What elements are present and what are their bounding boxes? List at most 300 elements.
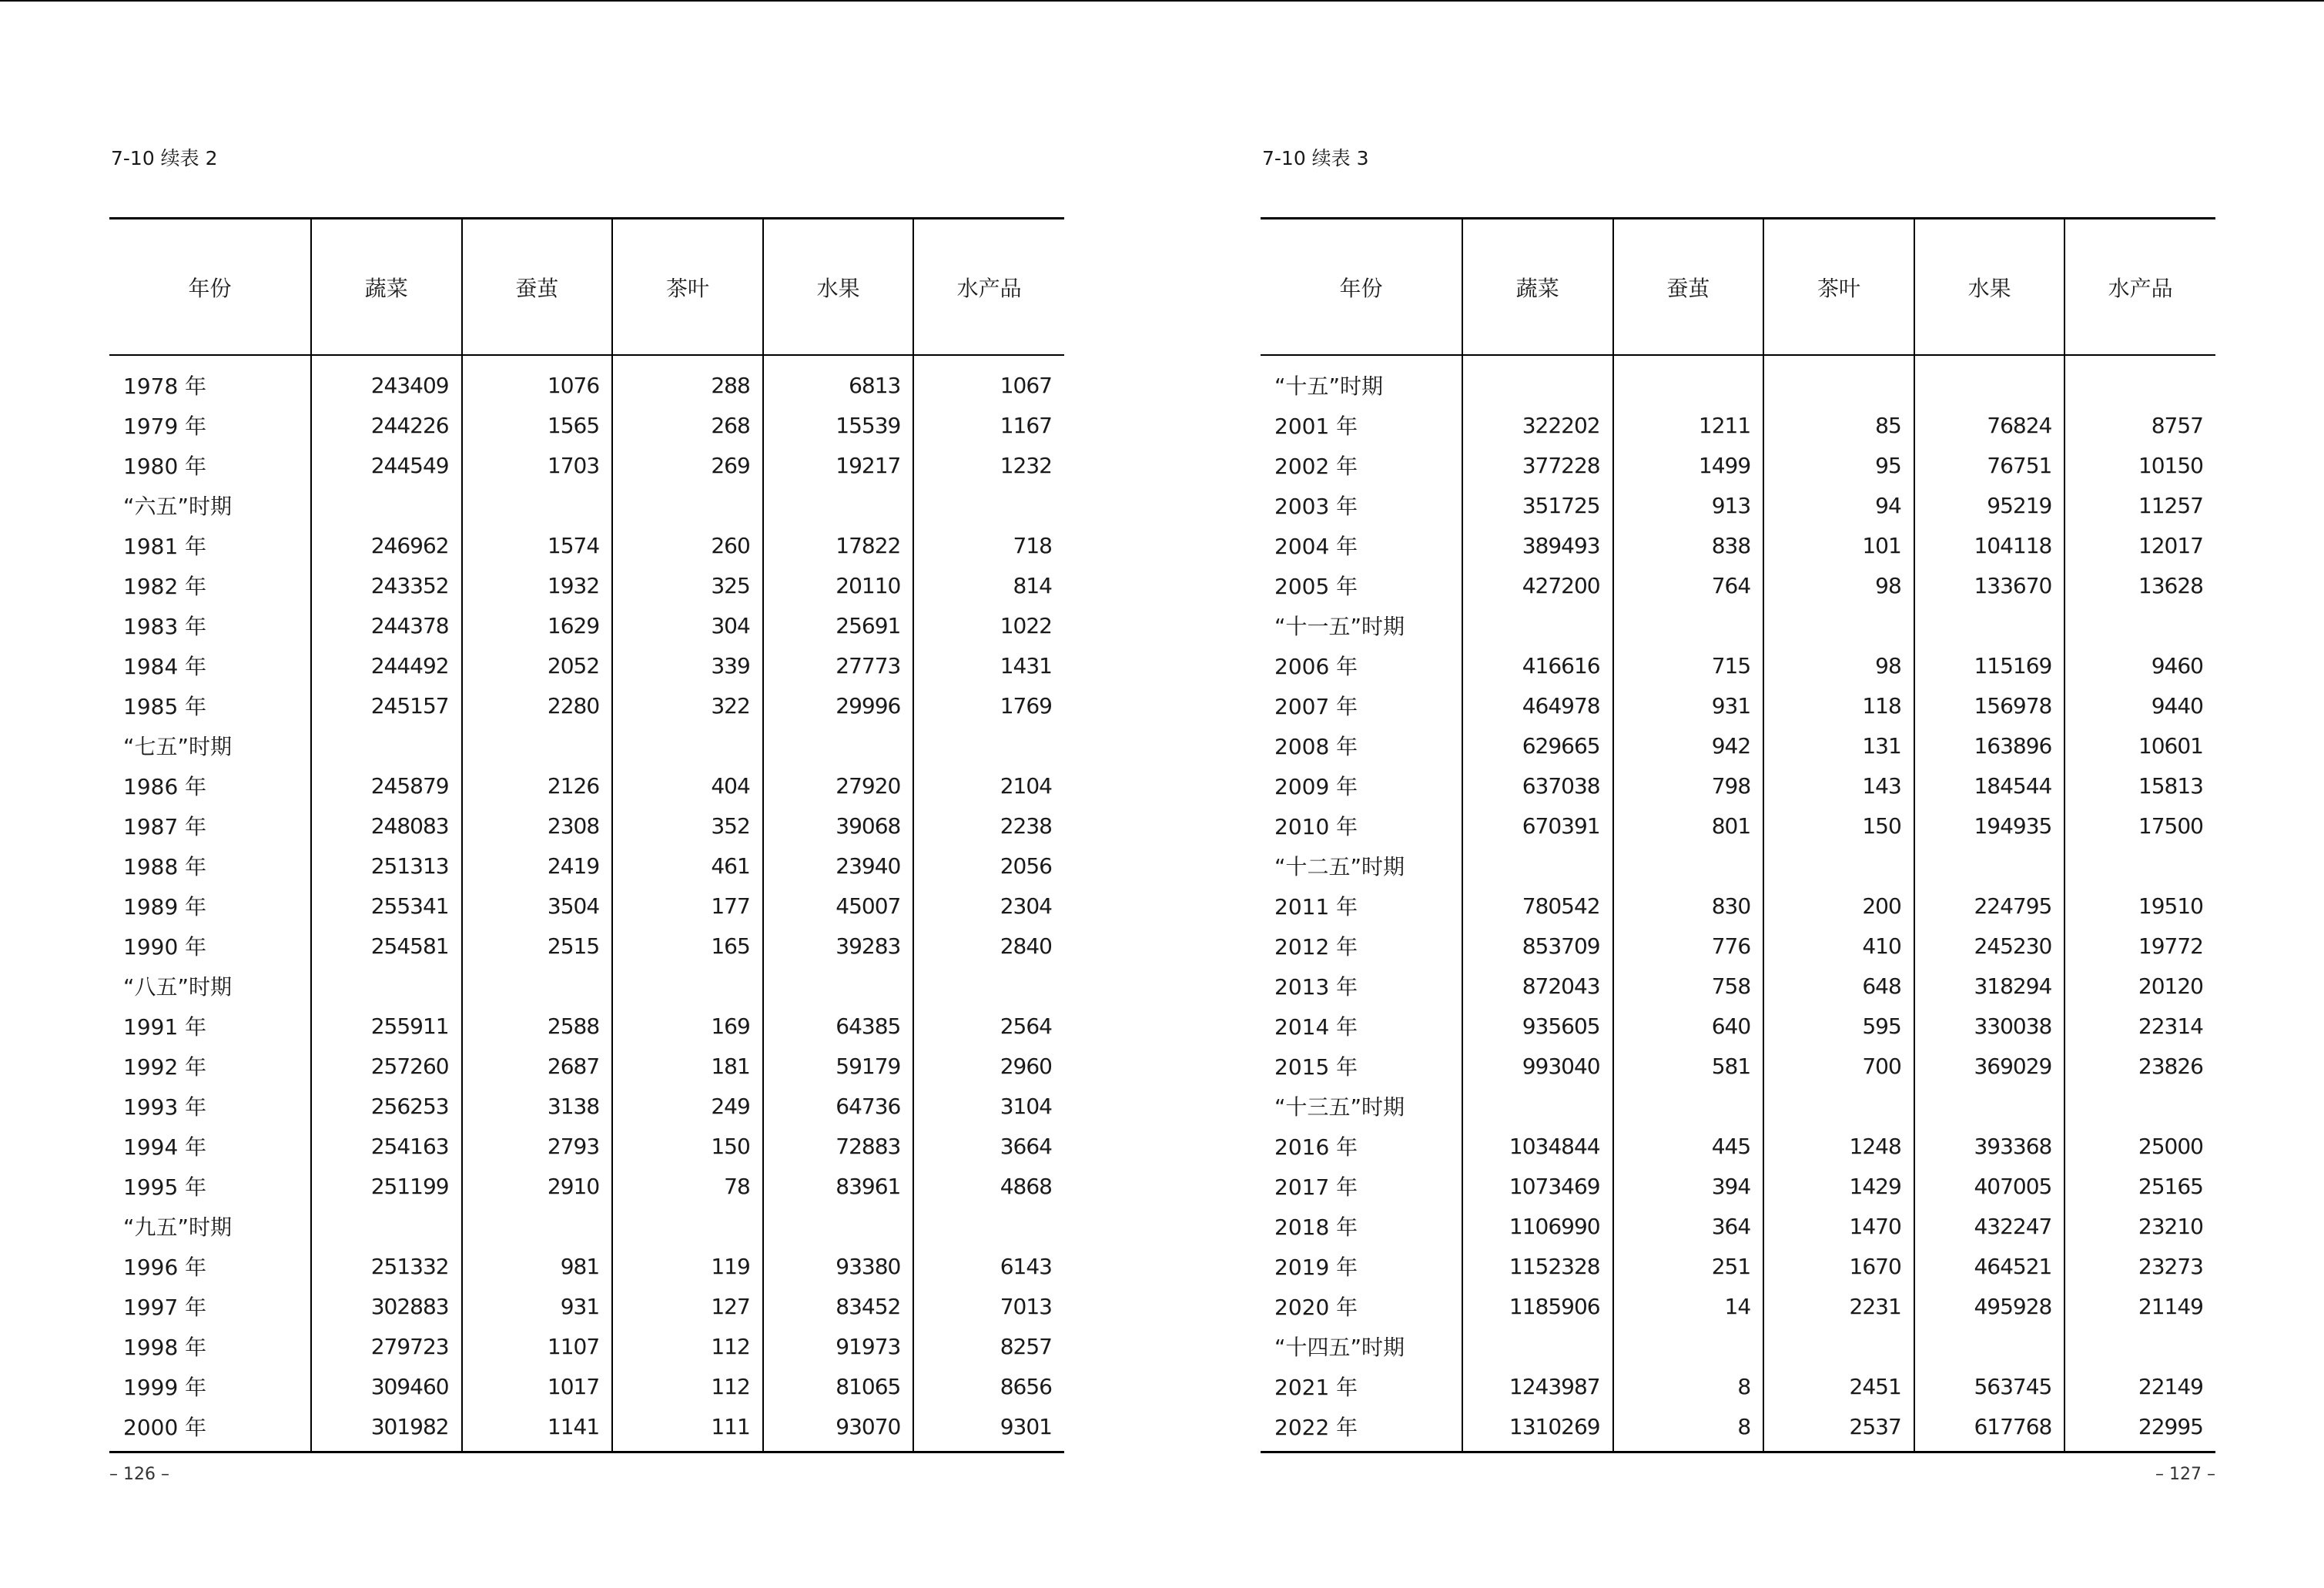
value-cell [913, 725, 1064, 766]
row-label-cell: 1996 年 [123, 1255, 207, 1280]
value-cell: 2231 [1763, 1286, 1914, 1326]
value-cell: 181 [612, 1046, 763, 1086]
value-cell: 913 [1613, 485, 1764, 525]
value-cell: 351725 [1462, 485, 1613, 525]
value-cell: 798 [1613, 766, 1764, 806]
value-cell: 301982 [311, 1406, 462, 1452]
table-row [109, 1166, 1064, 1206]
value-cell: 339 [612, 645, 763, 685]
row-label-cell: 1992 年 [123, 1054, 207, 1080]
value-cell: 1067 [913, 355, 1064, 405]
row-label-cell: 1998 年 [123, 1335, 207, 1360]
value-cell [1462, 846, 1613, 886]
row-label-cell: 1989 年 [123, 894, 207, 920]
value-cell: 248083 [311, 806, 462, 846]
value-cell: 254581 [311, 926, 462, 966]
value-cell: 432247 [1914, 1206, 2065, 1246]
column-header-aquatic: 水产品 [2064, 219, 2215, 356]
row-label-cell: 2000 年 [123, 1415, 207, 1440]
table-row [109, 645, 1064, 685]
value-cell [1462, 355, 1613, 405]
value-cell: 94 [1763, 485, 1914, 525]
value-cell: 2104 [913, 766, 1064, 806]
value-cell: 246962 [311, 525, 462, 565]
value-cell [763, 966, 914, 1006]
value-cell: 23273 [2064, 1246, 2215, 1286]
value-cell: 14 [1613, 1286, 1764, 1326]
value-cell: 93070 [763, 1406, 914, 1452]
table-row [1261, 355, 2215, 405]
value-cell: 244226 [311, 405, 462, 445]
value-cell: 1141 [462, 1406, 613, 1452]
value-cell: 22314 [2064, 1006, 2215, 1046]
value-cell: 1629 [462, 605, 613, 645]
table-row [109, 1126, 1064, 1166]
value-cell: 29996 [763, 685, 914, 725]
row-label-cell: 2014 年 [1274, 1014, 1358, 1040]
value-cell: 352 [612, 806, 763, 846]
value-cell: 2280 [462, 685, 613, 725]
value-cell: 98 [1763, 645, 1914, 685]
value-cell: 1932 [462, 565, 613, 605]
value-cell: 758 [1613, 966, 1764, 1006]
column-header-tea: 茶叶 [612, 219, 763, 356]
value-cell: 1310269 [1462, 1406, 1613, 1452]
row-label-cell: 1995 年 [123, 1174, 207, 1200]
value-cell: 700 [1763, 1046, 1914, 1086]
value-cell: 2793 [462, 1126, 613, 1166]
value-cell: 39068 [763, 806, 914, 846]
value-cell [1462, 1326, 1613, 1366]
value-cell: 93380 [763, 1246, 914, 1286]
value-cell [311, 725, 462, 766]
value-cell [1462, 1086, 1613, 1126]
value-cell: 76751 [1914, 445, 2065, 485]
value-cell: 112 [612, 1326, 763, 1366]
value-cell: 2515 [462, 926, 613, 966]
table-row [1261, 685, 2215, 725]
row-label-cell: 1983 年 [123, 614, 207, 639]
table-row [109, 806, 1064, 846]
value-cell [1914, 1086, 2065, 1126]
row-label-cell: “十一五”时期 [1274, 614, 1405, 639]
row-label-cell: 2007 年 [1274, 694, 1358, 719]
value-cell: 1470 [1763, 1206, 1914, 1246]
value-cell: 243352 [311, 565, 462, 605]
value-cell [763, 485, 914, 525]
value-cell: 617768 [1914, 1406, 2065, 1452]
value-cell: 17822 [763, 525, 914, 565]
value-cell: 838 [1613, 525, 1764, 565]
table-title: 7-10 续表 2 [111, 147, 218, 169]
table-row [109, 445, 1064, 485]
value-cell: 715 [1613, 645, 1764, 685]
table-row [109, 766, 1064, 806]
value-cell: 9301 [913, 1406, 1064, 1452]
value-cell: 2238 [913, 806, 1064, 846]
table-row [109, 725, 1064, 766]
value-cell: 184544 [1914, 766, 2065, 806]
value-cell: 6813 [763, 355, 914, 405]
table-row [109, 1046, 1064, 1086]
value-cell: 8257 [913, 1326, 1064, 1366]
value-cell: 17500 [2064, 806, 2215, 846]
value-cell: 23210 [2064, 1206, 2215, 1246]
row-label-cell: 2008 年 [1274, 734, 1358, 759]
value-cell: 1106990 [1462, 1206, 1613, 1246]
value-cell: 2451 [1763, 1366, 1914, 1406]
value-cell: 318294 [1914, 966, 2065, 1006]
value-cell: 12017 [2064, 525, 2215, 565]
table-row [1261, 926, 2215, 966]
value-cell: 302883 [311, 1286, 462, 1326]
row-label-cell: “十四五”时期 [1274, 1335, 1405, 1360]
value-cell: 330038 [1914, 1006, 2065, 1046]
value-cell: 1243987 [1462, 1366, 1613, 1406]
value-cell: 830 [1613, 886, 1764, 926]
value-cell: 993040 [1462, 1046, 1613, 1086]
value-cell: 59179 [763, 1046, 914, 1086]
table-row [109, 1366, 1064, 1406]
value-cell: 981 [462, 1246, 613, 1286]
table-row [109, 605, 1064, 645]
data-table [1261, 217, 2215, 1453]
value-cell: 461 [612, 846, 763, 886]
value-cell [1763, 846, 1914, 886]
row-label-cell: 1984 年 [123, 654, 207, 679]
value-cell: 95219 [1914, 485, 2065, 525]
table-row [109, 525, 1064, 565]
value-cell: 1152328 [1462, 1246, 1613, 1286]
row-label-cell: “八五”时期 [123, 974, 233, 1000]
value-cell: 165 [612, 926, 763, 966]
value-cell: 244492 [311, 645, 462, 685]
value-cell: 119 [612, 1246, 763, 1286]
value-cell: 1248 [1763, 1126, 1914, 1166]
value-cell [763, 1206, 914, 1246]
value-cell: 2052 [462, 645, 613, 685]
value-cell [1462, 605, 1613, 645]
row-label-cell: 1980 年 [123, 454, 207, 479]
value-cell [2064, 355, 2215, 405]
value-cell: 4868 [913, 1166, 1064, 1206]
value-cell: 309460 [311, 1366, 462, 1406]
value-cell: 410 [1763, 926, 1914, 966]
row-label-cell: 2022 年 [1274, 1415, 1358, 1440]
table-row [1261, 565, 2215, 605]
row-label-cell: 2021 年 [1274, 1375, 1358, 1400]
row-label-cell: “十五”时期 [1274, 374, 1384, 399]
value-cell [1914, 355, 2065, 405]
value-cell: 629665 [1462, 725, 1613, 766]
column-header-vegetables: 蔬菜 [311, 219, 462, 356]
value-cell: 27920 [763, 766, 914, 806]
value-cell: 10150 [2064, 445, 2215, 485]
value-cell: 9440 [2064, 685, 2215, 725]
column-header-cocoons: 蚕茧 [462, 219, 613, 356]
value-cell: 23940 [763, 846, 914, 886]
value-cell: 369029 [1914, 1046, 2065, 1086]
value-cell: 942 [1613, 725, 1764, 766]
value-cell: 269 [612, 445, 763, 485]
page-number: – 127 – [2155, 1465, 2215, 1484]
value-cell: 853709 [1462, 926, 1613, 966]
value-cell: 1022 [913, 605, 1064, 645]
value-cell [612, 485, 763, 525]
value-cell: 670391 [1462, 806, 1613, 846]
table-row [109, 485, 1064, 525]
table-row [1261, 1406, 2215, 1452]
value-cell [311, 1206, 462, 1246]
value-cell [612, 966, 763, 1006]
value-cell: 163896 [1914, 725, 2065, 766]
value-cell: 22149 [2064, 1366, 2215, 1406]
row-label-cell: 1994 年 [123, 1134, 207, 1160]
table-row [1261, 1286, 2215, 1326]
value-cell: 814 [913, 565, 1064, 605]
value-cell: 2960 [913, 1046, 1064, 1086]
value-cell: 25691 [763, 605, 914, 645]
table-row [109, 886, 1064, 926]
value-cell: 935605 [1462, 1006, 1613, 1046]
row-label-cell: 1991 年 [123, 1014, 207, 1040]
value-cell [1613, 1326, 1764, 1366]
column-header-year: 年份 [109, 219, 311, 356]
value-cell: 251313 [311, 846, 462, 886]
value-cell: 801 [1613, 806, 1764, 846]
table-row [109, 685, 1064, 725]
value-cell: 27773 [763, 645, 914, 685]
value-cell: 2419 [462, 846, 613, 886]
value-cell: 8 [1613, 1366, 1764, 1406]
table-header-row [109, 219, 1064, 356]
value-cell: 8656 [913, 1366, 1064, 1406]
column-header-fruit: 水果 [1914, 219, 2065, 356]
table-row [109, 1086, 1064, 1126]
value-cell [1914, 1326, 2065, 1366]
value-cell: 177 [612, 886, 763, 926]
value-cell [462, 485, 613, 525]
value-cell: 563745 [1914, 1366, 2065, 1406]
value-cell: 245157 [311, 685, 462, 725]
table-row [1261, 1086, 2215, 1126]
table-row [1261, 1246, 2215, 1286]
value-cell: 21149 [2064, 1286, 2215, 1326]
row-label-cell: 2009 年 [1274, 774, 1358, 799]
value-cell: 1017 [462, 1366, 613, 1406]
value-cell [1763, 355, 1914, 405]
value-cell: 776 [1613, 926, 1764, 966]
value-cell: 304 [612, 605, 763, 645]
row-label-cell: 1986 年 [123, 774, 207, 799]
value-cell: 1703 [462, 445, 613, 485]
value-cell [462, 966, 613, 1006]
row-label-cell: 2005 年 [1274, 574, 1358, 599]
value-cell: 13628 [2064, 565, 2215, 605]
value-cell: 133670 [1914, 565, 2065, 605]
table-header-row [1261, 219, 2215, 356]
column-header-aquatic: 水产品 [913, 219, 1064, 356]
row-label-cell: 1999 年 [123, 1375, 207, 1400]
value-cell: 3664 [913, 1126, 1064, 1166]
value-cell: 1073469 [1462, 1166, 1613, 1206]
value-cell: 1232 [913, 445, 1064, 485]
value-cell: 637038 [1462, 766, 1613, 806]
table-row [1261, 645, 2215, 685]
value-cell: 3138 [462, 1086, 613, 1126]
value-cell: 2588 [462, 1006, 613, 1046]
value-cell: 404 [612, 766, 763, 806]
value-cell: 718 [913, 525, 1064, 565]
value-cell: 1431 [913, 645, 1064, 685]
value-cell: 268 [612, 405, 763, 445]
value-cell: 244549 [311, 445, 462, 485]
value-cell: 1769 [913, 685, 1064, 725]
value-cell: 6143 [913, 1246, 1064, 1286]
row-label-cell: 2006 年 [1274, 654, 1358, 679]
value-cell: 150 [1763, 806, 1914, 846]
row-label-cell: 1997 年 [123, 1295, 207, 1320]
table-row [109, 405, 1064, 445]
value-cell: 1670 [1763, 1246, 1914, 1286]
row-label-cell: 1987 年 [123, 814, 207, 839]
row-label-cell: 1982 年 [123, 574, 207, 599]
value-cell: 251332 [311, 1246, 462, 1286]
value-cell: 255341 [311, 886, 462, 926]
table-row [109, 1246, 1064, 1286]
value-cell: 127 [612, 1286, 763, 1326]
value-cell: 2564 [913, 1006, 1064, 1046]
value-cell [1613, 1086, 1764, 1126]
row-label-cell: 1988 年 [123, 854, 207, 879]
value-cell [1613, 846, 1764, 886]
row-label-cell: 2002 年 [1274, 454, 1358, 479]
row-label-cell: 1985 年 [123, 694, 207, 719]
value-cell: 2910 [462, 1166, 613, 1206]
value-cell: 20120 [2064, 966, 2215, 1006]
value-cell: 245230 [1914, 926, 2065, 966]
value-cell: 3504 [462, 886, 613, 926]
value-cell: 200 [1763, 886, 1914, 926]
table-row [1261, 1126, 2215, 1166]
data-table [109, 217, 1064, 1453]
value-cell: 143 [1763, 766, 1914, 806]
value-cell: 279723 [311, 1326, 462, 1366]
value-cell: 416616 [1462, 645, 1613, 685]
value-cell [1914, 846, 2065, 886]
value-cell: 111 [612, 1406, 763, 1452]
row-label-cell: 2001 年 [1274, 414, 1358, 439]
column-header-year: 年份 [1261, 219, 1462, 356]
value-cell [913, 1206, 1064, 1246]
table-title: 7-10 续表 3 [1262, 147, 1369, 169]
value-cell: 15539 [763, 405, 914, 445]
value-cell: 407005 [1914, 1166, 2065, 1206]
value-cell: 872043 [1462, 966, 1613, 1006]
value-cell: 581 [1613, 1046, 1764, 1086]
value-cell: 464978 [1462, 685, 1613, 725]
value-cell: 243409 [311, 355, 462, 405]
row-label-cell: 1978 年 [123, 374, 207, 399]
value-cell: 2304 [913, 886, 1064, 926]
row-label-cell: 2016 年 [1274, 1134, 1358, 1160]
value-cell [462, 1206, 613, 1246]
table-row [1261, 886, 2215, 926]
value-cell: 389493 [1462, 525, 1613, 565]
value-cell [1763, 605, 1914, 645]
value-cell: 8757 [2064, 405, 2215, 445]
value-cell: 1211 [1613, 405, 1764, 445]
row-label-cell: 2010 年 [1274, 814, 1358, 839]
value-cell: 2056 [913, 846, 1064, 886]
row-label-cell: 2019 年 [1274, 1255, 1358, 1280]
value-cell [311, 966, 462, 1006]
value-cell [311, 485, 462, 525]
value-cell [1613, 355, 1764, 405]
value-cell: 257260 [311, 1046, 462, 1086]
value-cell [2064, 846, 2215, 886]
value-cell: 15813 [2064, 766, 2215, 806]
value-cell: 1499 [1613, 445, 1764, 485]
table-row [1261, 1166, 2215, 1206]
value-cell: 3104 [913, 1086, 1064, 1126]
value-cell: 393368 [1914, 1126, 2065, 1166]
value-cell: 7013 [913, 1286, 1064, 1326]
value-cell: 495928 [1914, 1286, 2065, 1326]
value-cell: 9460 [2064, 645, 2215, 685]
value-cell: 91973 [763, 1326, 914, 1366]
value-cell: 1565 [462, 405, 613, 445]
value-cell: 1167 [913, 405, 1064, 445]
table-row [1261, 445, 2215, 485]
value-cell: 104118 [1914, 525, 2065, 565]
value-cell [462, 725, 613, 766]
table-row [1261, 405, 2215, 445]
table-row [109, 846, 1064, 886]
row-label-cell: “七五”时期 [123, 734, 233, 759]
table-row [1261, 1366, 2215, 1406]
value-cell: 427200 [1462, 565, 1613, 605]
table-row [109, 926, 1064, 966]
value-cell: 640 [1613, 1006, 1764, 1046]
value-cell: 150 [612, 1126, 763, 1166]
value-cell: 83961 [763, 1166, 914, 1206]
value-cell: 2308 [462, 806, 613, 846]
table-row [1261, 966, 2215, 1006]
table-row [1261, 1326, 2215, 1366]
value-cell [2064, 1326, 2215, 1366]
value-cell: 1429 [1763, 1166, 1914, 1206]
row-label-cell: “九五”时期 [123, 1214, 233, 1240]
value-cell [1914, 605, 2065, 645]
value-cell [913, 485, 1064, 525]
row-label-cell: 1990 年 [123, 934, 207, 960]
value-cell [612, 725, 763, 766]
value-cell: 11257 [2064, 485, 2215, 525]
table-row [109, 966, 1064, 1006]
value-cell: 78 [612, 1166, 763, 1206]
row-label-cell: 2015 年 [1274, 1054, 1358, 1080]
value-cell: 20110 [763, 565, 914, 605]
value-cell: 156978 [1914, 685, 2065, 725]
value-cell: 64385 [763, 1006, 914, 1046]
row-label-cell: “十二五”时期 [1274, 854, 1405, 879]
value-cell: 322202 [1462, 405, 1613, 445]
value-cell: 256253 [311, 1086, 462, 1126]
row-label-cell: 2013 年 [1274, 974, 1358, 1000]
table-row [1261, 1046, 2215, 1086]
value-cell: 194935 [1914, 806, 2065, 846]
